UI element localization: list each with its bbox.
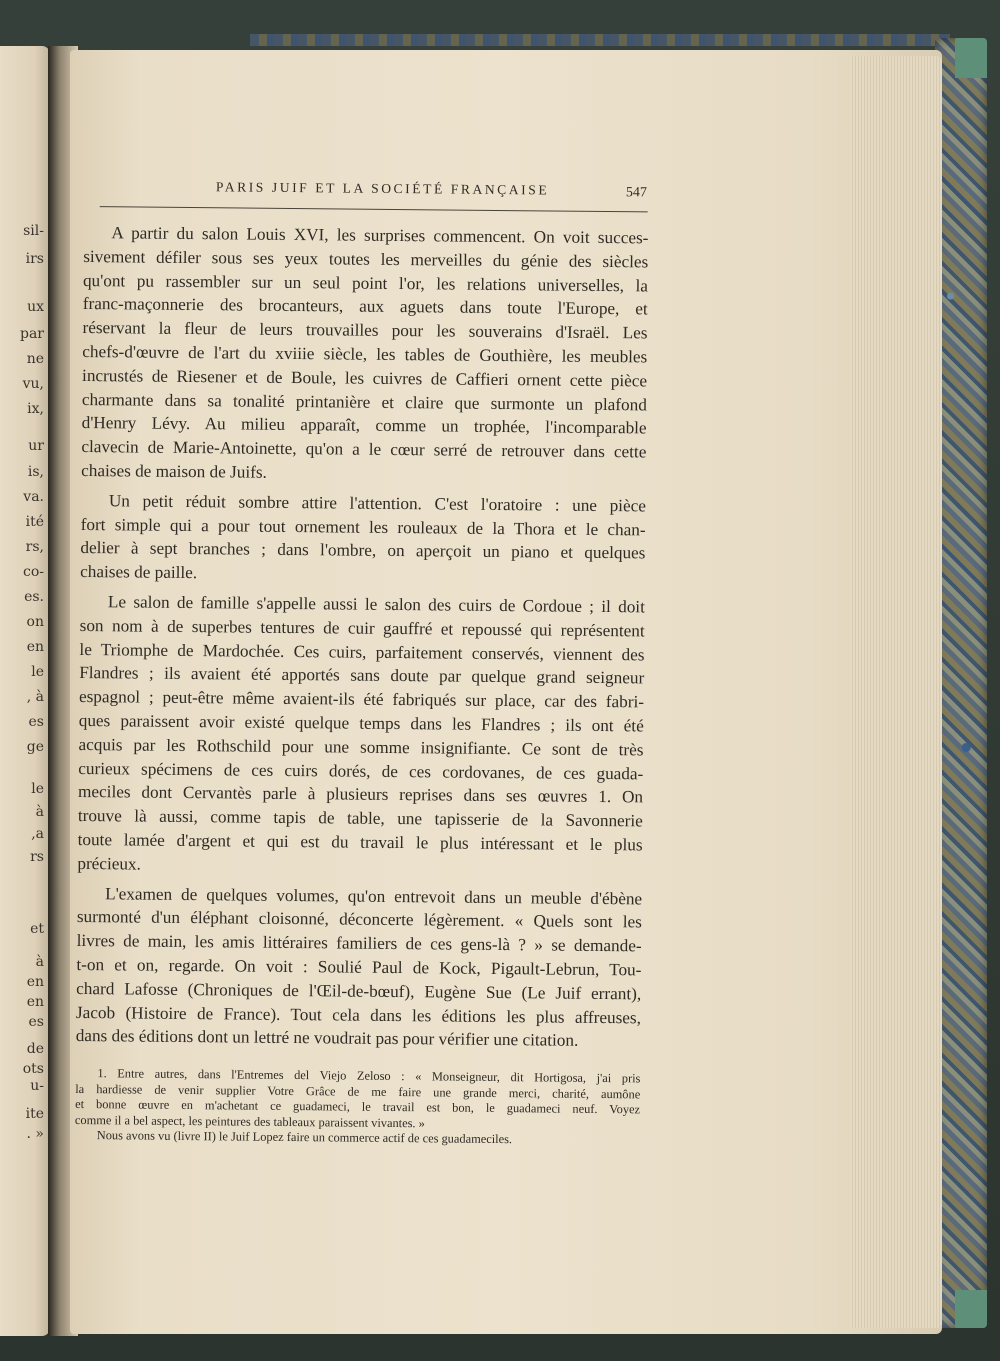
footnote-line: et bonne œuvre en m'achetant ce guadameci, le travail est bon, le guadameci neuf. Voyez bbox=[75, 1097, 641, 1117]
previous-page-fragment: à bbox=[35, 804, 44, 820]
cover-corner-bottom bbox=[955, 1290, 987, 1328]
previous-page-fragment: is, bbox=[27, 464, 44, 480]
page-number: 547 bbox=[625, 185, 647, 201]
text-line: curieux spécimens de ces cuirs dorés, de ces cordovanes, de ces guada- bbox=[78, 758, 644, 783]
text-line: Flandres ; ils avaient été apportés sans doute par quelque grand seigneur bbox=[79, 663, 645, 688]
running-head bbox=[84, 178, 649, 211]
previous-page-fragment: es. bbox=[24, 589, 44, 605]
paragraph bbox=[81, 221, 648, 488]
text-line: Jacob (Histoire de France). Tout cela dans les éditions les plus affreuses, bbox=[75, 1002, 642, 1027]
previous-page-fragment: le bbox=[31, 781, 44, 797]
text-line: delier à sept branches ; dans l'ombre, on aperçoit un piano et quelques bbox=[80, 538, 646, 563]
text-line: chaises de paille. bbox=[80, 562, 198, 583]
page-text bbox=[75, 178, 649, 1149]
text-line: Le salon de famille s'appelle aussi le salon des cuirs de Cordoue ; il doit bbox=[107, 592, 646, 617]
previous-page-fragment: ,a bbox=[31, 826, 44, 842]
footnotes bbox=[75, 1066, 641, 1149]
text-line: réservant la fleur de leurs trouvailles pour les souverains d'Israël. Les bbox=[82, 318, 648, 343]
text-line: incrustés de Riesener et de Boule, les cuivres de Caffieri ornent cette pièce bbox=[82, 365, 648, 391]
previous-page-fragment: ne bbox=[26, 351, 44, 367]
footnote-line: la hardiesse de venir supplier Votre Grâce de me faire une grande merci, charité, aumône bbox=[75, 1081, 641, 1101]
previous-page-fragment: irs bbox=[25, 251, 44, 267]
previous-page-fragment: à bbox=[35, 954, 44, 970]
text-line: sivement défiler sous ses yeux toutes les merveilles du génie des siècles bbox=[83, 246, 649, 272]
previous-page-fragment: ité bbox=[25, 514, 44, 530]
previous-page-fragment: ux bbox=[27, 299, 44, 315]
previous-page-fragment: ix, bbox=[27, 401, 44, 417]
text-line: chard Lafosse (Chroniques de l'Œil-de-bœuf), Eugène Sue (Le Juif errant), bbox=[76, 978, 642, 1004]
text-line: trouve là aussi, comme tapis de table, une tapisserie de la Savonnerie bbox=[77, 806, 643, 831]
previous-page-fragment: en bbox=[26, 639, 44, 655]
cover-corner-top bbox=[955, 38, 987, 78]
text-line: dans des éditions dont un lettré ne voudrait pas pour vérifier une citation. bbox=[75, 1026, 579, 1051]
text-line: t-on et on, regarde. On voit : Soulié Paul de Kock, Pigault-Lebrun, Tou- bbox=[76, 954, 642, 980]
text-line: A partir du salon Louis XVI, les surprises commencent. On voit succes- bbox=[111, 223, 649, 248]
text-line: clavecin de Marie-Antoinette, qu'on a le cœur serré de retrouver dans cette bbox=[81, 437, 647, 462]
paragraph bbox=[76, 881, 643, 1053]
previous-page-fragment: co- bbox=[23, 564, 44, 580]
footnote-line: comme il a bel aspect, les peintures des tableaux paraissent vivantes. » bbox=[74, 1112, 425, 1130]
text-line: surmonté d'un éléphant cloisonné, déconcerte légèrement. « Quels sont les bbox=[76, 907, 642, 932]
page-edges bbox=[850, 56, 942, 1328]
previous-page-fragment: ur bbox=[28, 438, 44, 454]
running-title: PARIS JUIF ET LA SOCIÉTÉ FRANÇAISE bbox=[215, 179, 550, 198]
previous-page-fragment: en bbox=[26, 974, 44, 990]
footnote-line: Nous avons vu (livre II) le Juif Lopez faire un commerce actif de ces guadameciles. bbox=[96, 1128, 513, 1147]
paragraph bbox=[77, 590, 645, 881]
previous-page-fragment: ots bbox=[22, 1061, 44, 1077]
previous-page-fragment: . » bbox=[26, 1126, 44, 1142]
text-line: d'Henry Lévy. Au milieu apparaît, comme un trophée, l'incomparable bbox=[81, 413, 647, 438]
footnote-line: 1. Entre autres, dans l'Entremes del Viejo Zeloso : « Monseigneur, dit Hortigosa, j'ai pris bbox=[97, 1066, 641, 1086]
text-line: charmante dans sa tonalité printanière et claire que surmonte un plafond bbox=[81, 389, 647, 414]
previous-page-fragment: on bbox=[26, 614, 44, 630]
text-line: le Triomphe de Mardochée. Ces cuirs, parfaitement conservés, viennent des bbox=[79, 639, 645, 664]
text-line: chaises de maison de Juifs. bbox=[81, 460, 267, 482]
text-line: toute lamée d'argent et qui est du travail le plus intéressant et le plus bbox=[77, 829, 643, 855]
book-top-edge bbox=[250, 34, 950, 46]
text-line: chefs-d'œuvre de l'art du xviiie siècle, les tables de Gouthière, les meubles bbox=[82, 341, 648, 367]
previous-page-fragment: u- bbox=[30, 1078, 44, 1094]
text-line: espagnol ; peut-être même avaient-ils été fabriqués sur place, car des fabri- bbox=[78, 687, 645, 712]
text-line: acquis par les Rothschild pour une somme insignifiante. Ce sont de très bbox=[78, 734, 644, 760]
previous-page-fragment: par bbox=[19, 326, 44, 342]
previous-page-edge bbox=[0, 46, 50, 1336]
previous-page-fragment: vu, bbox=[22, 376, 44, 392]
text-line: fort simple qui a pour tout ornement les rouleaux de la Thora et le chan- bbox=[80, 514, 646, 539]
previous-page-fragment: en bbox=[26, 994, 44, 1010]
text-line: ques paraissent avoir existé quelque temps dans les Flandres ; ils ont été bbox=[78, 710, 644, 736]
paragraph bbox=[80, 489, 646, 590]
text-line: qu'ont pu rassembler sur un seul point l'or, les relations universelles, la bbox=[82, 270, 649, 296]
previous-page-fragment: de bbox=[26, 1041, 44, 1057]
marbled-cover bbox=[935, 38, 987, 1328]
previous-page-fragment: es bbox=[28, 714, 44, 730]
text-line: précieux. bbox=[77, 853, 141, 874]
previous-page-fragment: , à bbox=[26, 689, 44, 705]
body-text bbox=[76, 221, 649, 1053]
previous-page-fragment: et bbox=[30, 921, 44, 937]
previous-page-fragment: es bbox=[28, 1014, 44, 1030]
previous-page-fragment: ite bbox=[25, 1106, 44, 1122]
text-line: Un petit réduit sombre attire l'attention. C'est l'oratoire : une pièce bbox=[108, 491, 646, 516]
text-line: son nom à de superbes tentures de cuir gauffré et repoussé qui représentent bbox=[79, 615, 645, 641]
previous-page-fragment: ge bbox=[26, 739, 44, 755]
previous-page-fragment: rs bbox=[30, 849, 44, 865]
text-line: livres de main, les amis littéraires familiers de ces gens-là ? » se demande- bbox=[76, 931, 642, 956]
text-line: L'examen de quelques volumes, qu'on entrevoit dans un meuble d'ébène bbox=[105, 883, 643, 908]
previous-page-fragment: va. bbox=[23, 489, 44, 505]
previous-page-fragment: rs, bbox=[25, 539, 44, 555]
text-line: franc-maçonnerie des brocanteurs, aux aguets dans toute l'Europe, et bbox=[82, 294, 648, 319]
previous-page-fragment: le bbox=[31, 664, 44, 680]
text-line: meciles dont Cervantès parle à plusieurs reprises dans ses œuvres 1. On bbox=[78, 782, 644, 807]
previous-page-fragment: sil- bbox=[23, 223, 44, 239]
